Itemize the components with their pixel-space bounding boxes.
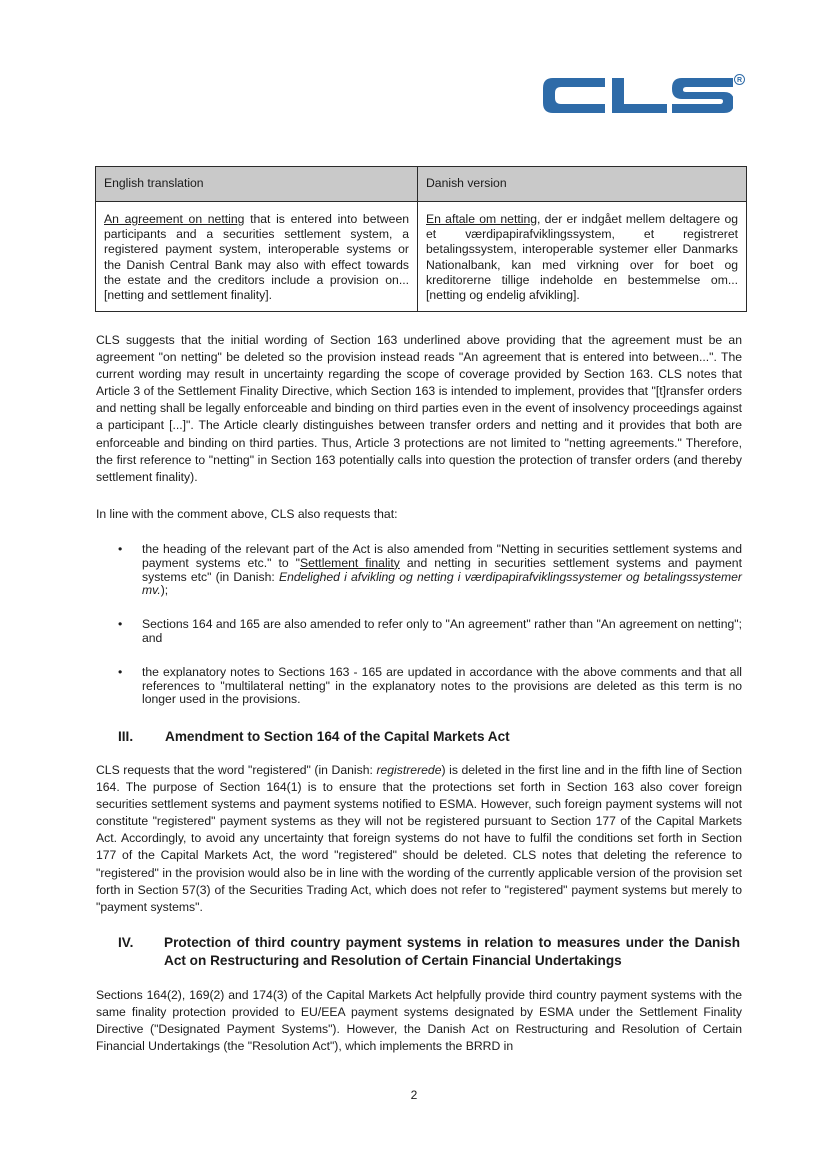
english-underlined-text: An agreement on netting — [104, 212, 245, 226]
paragraph-section-163: CLS suggests that the initial wording of Section 163 underlined above providing that the agreement must be an agreement "on netting" be deleted so the provision instead reads "An agreement that is entered into between...". The current wording may result in uncertainty regarding the scope of coverage provided by Section 163. CLS notes that Article 3 of the Settlement Finality Directive, which Section 163 is intended to implement, provides that "[t]ransfer orders and netting shall be legally enforceable and binding on third parties even in the event of insolvency proceedings against a participant [...]". The Article clearly distinguishes between transfer orders and netting and it provides that both are enforceable and binding on third parties. Thus, Article 3 protections are not limited to "netting agreements." Therefore, the first reference to "netting" in Section 163 potentially calls into question the protection of transfer orders (and thereby settlement finality). — [96, 333, 742, 484]
bullet-icon: • — [118, 542, 123, 556]
paragraph-third-country: Sections 164(2), 169(2) and 174(3) of the Capital Markets Act helpfully provide third country payment systems with the same finality protection provided to EU/EEA payment systems designated by ESMA under the Settlement Finality Directive ("Designated Payment Systems"). However, the Danish Act on Restructuring and Resolution of Certain Financial Undertakings (the "Resolution Act"), which implements the BRRD in — [96, 988, 742, 1054]
section-number: IV. — [118, 935, 134, 950]
danish-text: , der er indgået mellem deltagere og et værdipapirafviklingssystem, et registreret betalingssystem, interoperable systemer eller Danmarks Nationalbank, kan med virkning over for boet og kreditorerne tillige indeholde en bestemmelse om... [netting og endelig afvikling]. — [426, 212, 739, 303]
paragraph-italic-text: registrerede — [376, 763, 442, 777]
paragraph-text: ) is deleted in the first line and in the fifth line of Section 164. The purpose of Section 164(1) is to ensure that the protections set forth in Section 163 also cover foreign securities settlement systems and payment systems notified to ESMA. However, such foreign payment systems will not constitute "registered" payment systems as they will not be registered pursuant to Section 177 of the Capital Markets Act. Accordingly, to avoid any uncertainty that foreign systems do not have to fulfil the conditions set forth in Section 177 of the Capital Markets Act, the word "registered" should be deleted. CLS notes that deleting the reference to "registered" in the provision would also be in line with the wording of the currently applicable version of the provision set forth in Section 57(3) of the Securities Trading Act, which does not refer to "registered" payment systems but merely to "payment systems". — [96, 763, 742, 914]
english-header: English translation — [96, 167, 418, 202]
bullet-underlined-text: Settlement finality — [300, 555, 400, 570]
english-text: that is entered into between participants and a securities settlement system, a registered payment system, interoperable systems or the Danish Central Bank may also with effect towards the estate and the creditors include a provision on... [netting and settlement finality]. — [104, 212, 410, 303]
list-item — [118, 618, 742, 646]
list-item — [118, 543, 742, 598]
bullet-italic-text: Endelighed i afvikling og netting i værdipapirafviklingssystemer og betalingssystemer mv. — [142, 569, 742, 598]
paragraph-text: CLS requests that the word "registered" (in Danish: — [96, 763, 377, 777]
danish-header: Danish version — [418, 167, 747, 202]
cls-logo — [543, 74, 733, 116]
list-item — [118, 666, 742, 707]
section-number: III. — [118, 729, 134, 744]
danish-cell — [418, 202, 747, 312]
section-title: Amendment to Section 164 of the Capital Markets Act — [165, 729, 510, 744]
registered-mark-icon: R — [734, 74, 745, 85]
paragraph-section-164 — [96, 762, 742, 916]
bullet-text: and netting in securities settlement systems and payment systems etc" (in Danish: — [142, 555, 742, 584]
page-number: 2 — [410, 1088, 418, 1102]
section-title: Protection of third country payment systems in relation to measures under the Danish Act on Restructuring and Resolution of Certain Financial Undertakings — [164, 935, 740, 968]
section-heading-iv — [118, 934, 740, 970]
paragraph-intro-requests: In line with the comment above, CLS also requests that: — [96, 507, 398, 521]
bullet-icon: • — [118, 617, 123, 632]
request-list — [118, 543, 742, 707]
danish-underlined-text: En aftale om netting — [426, 212, 538, 226]
bullet-text: the heading of the relevant part of the Act is also amended from "Netting in securities settlement systems and payment systems etc." to " — [142, 542, 742, 570]
bullet-icon: • — [118, 664, 123, 679]
bullet-text: Sections 164 and 165 are also amended to refer only to "An agreement" rather than "An agreement on netting"; and — [142, 617, 742, 645]
translation-table — [95, 166, 747, 312]
english-cell — [96, 202, 418, 312]
bullet-text: ); — [160, 583, 169, 598]
bullet-text: the explanatory notes to Sections 163 - 165 are updated in accordance with the above comments and that all references to "multilateral netting" in the explanatory notes to the provisions are deleted as this term is no longer used in the provisions. — [142, 664, 742, 707]
